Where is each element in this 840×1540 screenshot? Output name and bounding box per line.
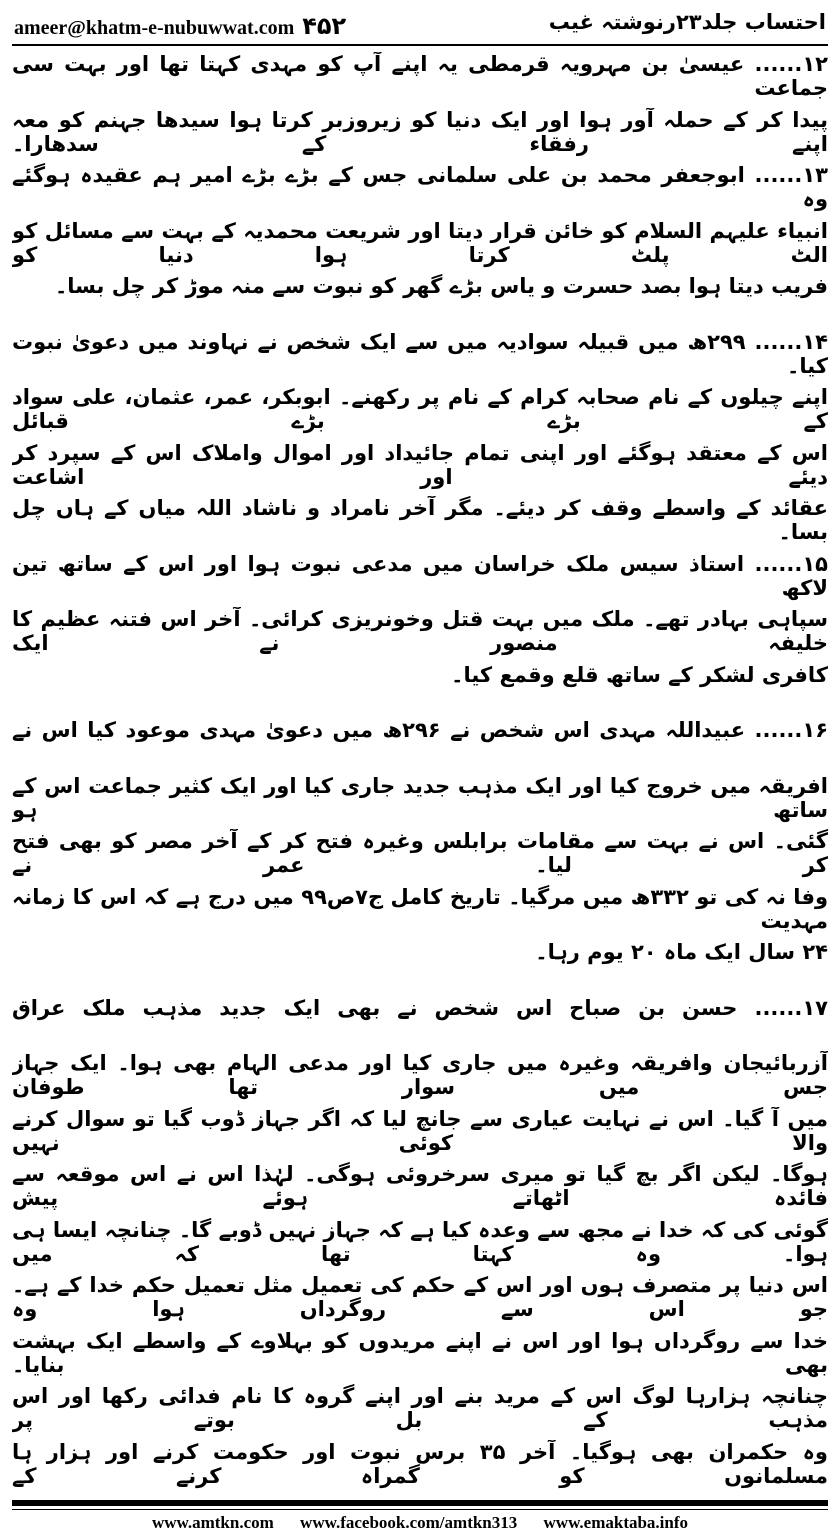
text-line: فریب دیتا ہوا بصد حسرت و یاس بڑے گھر کو نبوت سے منہ موڑ کر چل بسا۔ [54,274,828,298]
text-line: ۲۴ سال ایک ماہ ۲۰ یوم رہا۔ [535,940,828,964]
page-body [12,52,828,1495]
text-line: ۱۶...... عبیداللہ مہدی اس شخص نے ۲۹۶ھ میں دعویٰ مہدی موعود کیا اس نے [12,718,828,742]
text-line: ۱۲...... عیسیٰ بن مہرویہ قرمطی یہ اپنے آپ کو مہدی کہتا تھا اور بہت سی جماعت [12,52,828,100]
text-line: کافری لشکر کے ساتھ قلع وقمع کیا۔ [451,662,828,687]
text-line: ۱۳...... ابوجعفر محمد بن علی سلمانی جس کے بڑے بڑے امیر ہم عقیدہ ہوگئے وہ [12,163,828,211]
footer-divider [12,1500,828,1506]
text-line: ۱۴...... ۲۹۹ھ میں قبیلہ سوادیہ میں سے ایک شخص نے نہاوند میں دعویٰ نبوت کیا۔ [12,329,828,378]
header-left [14,12,346,40]
text-line: خدا سے روگرداں ہوا اور اس نے اپنے مریدوں کو بہلاوے کے واسطے ایک بہشت بھی بنایا۔ [12,1328,828,1377]
text-line: اس دنیا پر متصرف ہوں اور اس کے حکم کی تعمیل مثل تعمیل حکم خدا کے ہے۔ جو اس سے روگرداں ہوا وہ [12,1273,828,1321]
text-line: اس کے معتقد ہوگئے اور اپنی تمام جائیداد اور اموال واملاک اس کے سپرد کر دیئے اور اشاعت [12,440,828,489]
header-email: ameer@khatm-e-nubuwwat.com [14,17,295,39]
text-line: گوئی کی کہ خدا نے مجھ سے وعدہ کیا ہے کہ جہاز نہیں ڈوبے گا۔ چنانچہ ایسا ہی ہوا۔ وہ کہتا تھا کہ میں [12,1217,828,1266]
text-line: اپنے چیلوں کے نام صحابہ کرام کے نام پر رکھنے۔ ابوبکر، عمر، عثمان، علی سواد کے بڑے بڑے قبائل [12,385,828,433]
text-line: چنانچہ ہزارہا لوگ اس کے مرید بنے اور اپنے گروہ کا نام فدائی رکھا اور اس مذہب کے بل بوتے پر [12,1384,828,1432]
text-line: آزربائیجان وافریقہ وغیرہ میں جاری کیا اور مدعی الہام بھی ہوا۔ ایک جہاز جس میں سوار تھا طوفان [12,1051,828,1099]
page-footer [12,1513,828,1533]
text-line: افریقہ میں خروج کیا اور ایک مذہب جدید جاری کیا اور ایک کثیر جماعت اس کے ساتھ ہو [12,773,828,822]
text-line: میں آ گیا۔ اس نے نہایت عیاری سے جانچ لیا کہ اگر جہاز ڈوب گیا تو سوال کرنے والا کوئی نہیں [12,1106,828,1155]
book-title: احتساب جلد۲۳رنوشتہ غیب [548,10,826,34]
text-line: ۱۷...... حسن بن صباح اس شخص نے بھی ایک جدید مذہب ملک عراق [12,995,828,1020]
footer-link-facebook[interactable]: www.facebook.com/amtkn313 [300,1513,518,1532]
text-line: ہوگا۔ لیکن اگر بچ گیا تو میری سرخروئی ہوگی۔ لہٰذا اس نے اس موقعہ سے فائدہ اٹھاتے ہوئے پیش [12,1162,828,1210]
text-line: گئی۔ اس نے بہت سے مقامات برابلس وغیرہ فتح کر کے آخر مصر کو بھی فتح کر لیا۔ عمر نے [12,829,828,877]
page-header [14,8,826,44]
page-number: ۴۵۲ [302,12,347,40]
text-line: پیدا کر کے حملہ آور ہوا اور ایک دنیا کو زیروزبر کرتا ہوا سیدھا جہنم کو معہ اپنے رفقاء کے سدھارا۔ [12,107,828,156]
text-line: ۱۵...... استاذ سیس ملک خراسان میں مدعی نبوت ہوا اور اس کے ساتھ تین لاکھ [12,551,828,600]
text-line: وہ حکمران بھی ہوگیا۔ آخر ۳۵ برس نبوت اور حکومت کرنے اور ہزار ہا مسلمانوں کو گمراہ کرنے کے [12,1439,828,1488]
footer-divider-thin [12,1509,828,1510]
text-line: وفا نہ کی تو ۳۳۲ھ میں مرگیا۔ تاریخ کامل ج۷ص۹۹ میں درج ہے کہ اس کا زمانہ مہدیت [12,884,828,933]
footer-link-emaktaba[interactable]: www.emaktaba.info [543,1513,689,1532]
text-line: سپاہی بہادر تھے۔ ملک میں بہت قتل وخونریزی کرائی۔ آخر اس فتنہ عظیم کا خلیفہ منصور نے ایک [12,607,828,655]
header-divider [12,44,828,46]
footer-link-amtkn[interactable]: www.amtkn.com [151,1513,274,1532]
text-line: عقائد کے واسطے وقف کر دیئے۔ مگر آخر نامراد و ناشاد اللہ میاں کے ہاں چل بسا۔ [12,496,828,544]
text-line: انبیاء علیہم السلام کو خائن قرار دیتا اور شریعت محمدیہ کے بہت سے مسائل کو الٹ پلٹ کرتا ہوا دنیا کو [12,218,828,267]
